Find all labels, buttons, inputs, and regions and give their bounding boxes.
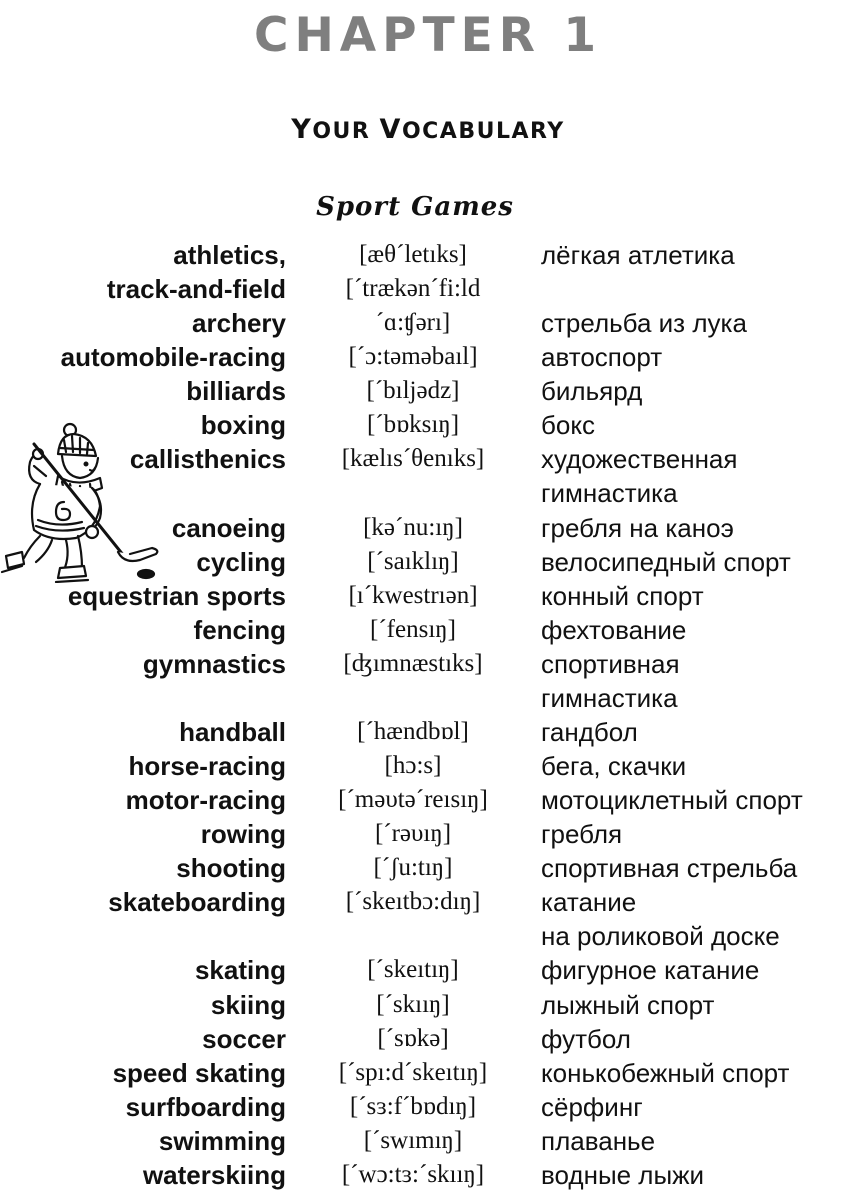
transcription: [æθ´letıks]	[359, 241, 467, 268]
vocab-row	[0, 988, 856, 1022]
russian-translation: гребля	[541, 819, 623, 850]
transcription: [´fensıŋ]	[370, 615, 456, 643]
vocab-row	[0, 1090, 856, 1124]
transcription: [´məυtə´reısıŋ]	[338, 786, 488, 814]
vocab-row	[0, 408, 856, 442]
vocab-row	[0, 1056, 856, 1090]
russian-translation: бильярд	[541, 376, 643, 407]
english-term: skiing	[210, 989, 286, 1020]
english-term: cycling	[196, 546, 286, 577]
transcription: [´bıljədz]	[366, 377, 460, 405]
english-term: automobile-racing	[60, 342, 286, 373]
russian-translation: лёгкая атлетика	[541, 240, 735, 270]
vocab-row	[0, 476, 856, 510]
vocab-row	[0, 715, 856, 749]
russian-translation: гребля на каноэ	[541, 512, 734, 543]
vocab-row	[0, 919, 856, 953]
russian-translation: бокс	[541, 410, 596, 441]
russian-translation: лыжный спорт	[541, 989, 715, 1020]
english-term: track-and-field	[106, 274, 286, 305]
transcription: [ı´kwestrıən]	[348, 581, 478, 609]
transcription: [´bɒksıŋ]	[366, 411, 460, 439]
english-term: speed skating	[112, 1057, 286, 1088]
transcription: [´skııŋ]	[376, 990, 450, 1018]
russian-translation: гимнастика	[541, 478, 678, 509]
russian-translation: сёрфинг	[541, 1091, 643, 1122]
english-term: motor-racing	[125, 785, 286, 816]
russian-translation: на роликовой доске	[541, 921, 780, 952]
vocab-row	[0, 272, 856, 306]
english-term: fencing	[193, 614, 286, 645]
english-term: surfboarding	[125, 1091, 286, 1122]
transcription: [´sɒkə]	[377, 1024, 449, 1052]
transcription: [´saıklıŋ]	[367, 547, 459, 575]
transcription: [´wɔ:tɜ:´skııŋ]	[341, 1160, 485, 1188]
vocab-row	[0, 545, 856, 579]
vocab-row	[0, 783, 856, 817]
vocab-row	[0, 340, 856, 374]
vocab-row	[0, 306, 856, 340]
vocab-row	[0, 681, 856, 715]
vocab-row	[0, 885, 856, 919]
russian-translation: художественная	[541, 444, 738, 475]
russian-translation: автоспорт	[541, 342, 663, 373]
english-term: equestrian sports	[67, 580, 286, 611]
english-term: boxing	[200, 410, 286, 441]
russian-translation: катание	[541, 887, 637, 918]
vocab-row	[0, 851, 856, 885]
transcription: [´ʃu:tıŋ]	[373, 854, 453, 882]
vocab-row	[0, 953, 856, 987]
transcription: [kælıs´θenıks]	[341, 445, 485, 473]
english-term: soccer	[202, 1023, 286, 1054]
transcription: [´rəυıŋ]	[374, 820, 452, 848]
english-term: handball	[179, 716, 286, 747]
russian-translation: бега, скачки	[541, 751, 687, 782]
english-term: rowing	[200, 819, 286, 850]
english-term: billiards	[186, 376, 286, 407]
english-term: archery	[192, 308, 286, 339]
transcription: [´skeıtbɔ:dıŋ]	[345, 888, 481, 916]
english-term: skateboarding	[108, 887, 286, 918]
vocab-row	[0, 647, 856, 681]
english-term: callisthenics	[129, 444, 286, 475]
section-title: Sport Games	[316, 192, 514, 222]
english-term: waterskiing	[142, 1159, 286, 1190]
transcription: [kə´nu:ıŋ]	[363, 513, 463, 541]
vocab-row	[0, 238, 856, 272]
russian-translation: гандбол	[541, 716, 638, 747]
english-term: shooting	[176, 853, 286, 884]
english-term: canoeing	[171, 512, 286, 543]
english-term: horse-racing	[128, 751, 286, 782]
chapter-title: CHAPTER 1	[253, 8, 603, 63]
transcription: [´swımıŋ]	[363, 1126, 463, 1154]
vocab-row	[0, 613, 856, 647]
russian-translation: стрельба из лука	[541, 308, 747, 339]
russian-translation: гимнастика	[541, 682, 678, 713]
transcription: [hɔ:s]	[384, 752, 442, 780]
russian-translation: мотоциклетный спорт	[541, 785, 803, 816]
english-term: swimming	[158, 1125, 286, 1156]
vocab-row	[0, 1022, 856, 1056]
english-term: skating	[194, 955, 286, 986]
english-term: gymnastics	[142, 648, 286, 679]
russian-translation: фигурное катание	[541, 955, 760, 986]
transcription: [´trækən´fi:ld	[345, 275, 481, 303]
russian-translation: футбол	[541, 1023, 631, 1054]
transcription: [´hændbɒl]	[357, 717, 469, 745]
vocab-row	[0, 817, 856, 851]
transcription: [´sɜ:f´bɒdıŋ]	[349, 1092, 477, 1120]
russian-translation: велосипедный спорт	[541, 546, 791, 577]
russian-translation: спортивная стрельба	[541, 853, 798, 884]
russian-translation: водные лыжи	[541, 1159, 705, 1190]
transcription: [ʤımnæstıks]	[343, 649, 483, 677]
vocabulary-heading: YOUR VOCABULARY	[291, 114, 565, 145]
vocab-row	[0, 511, 856, 545]
russian-translation: плаванье	[541, 1125, 656, 1156]
russian-translation: фехтование	[541, 614, 687, 645]
vocab-row	[0, 374, 856, 408]
vocab-row	[0, 579, 856, 613]
english-term: athletics,	[173, 240, 286, 270]
transcription: [´spı:d´skeıtıŋ]	[338, 1058, 488, 1086]
transcription: [´skeıtıŋ]	[367, 956, 459, 984]
transcription: [´ɔ:təməbaıl]	[348, 343, 478, 371]
russian-translation: конный спорт	[541, 580, 704, 611]
vocab-row	[0, 749, 856, 783]
vocab-row	[0, 1124, 856, 1158]
transcription: ´ɑ:ʧərı]	[375, 309, 451, 337]
vocab-row	[0, 1158, 856, 1192]
russian-translation: спортивная	[541, 648, 680, 679]
vocab-row	[0, 442, 856, 476]
russian-translation: конькобежный спорт	[541, 1057, 790, 1088]
